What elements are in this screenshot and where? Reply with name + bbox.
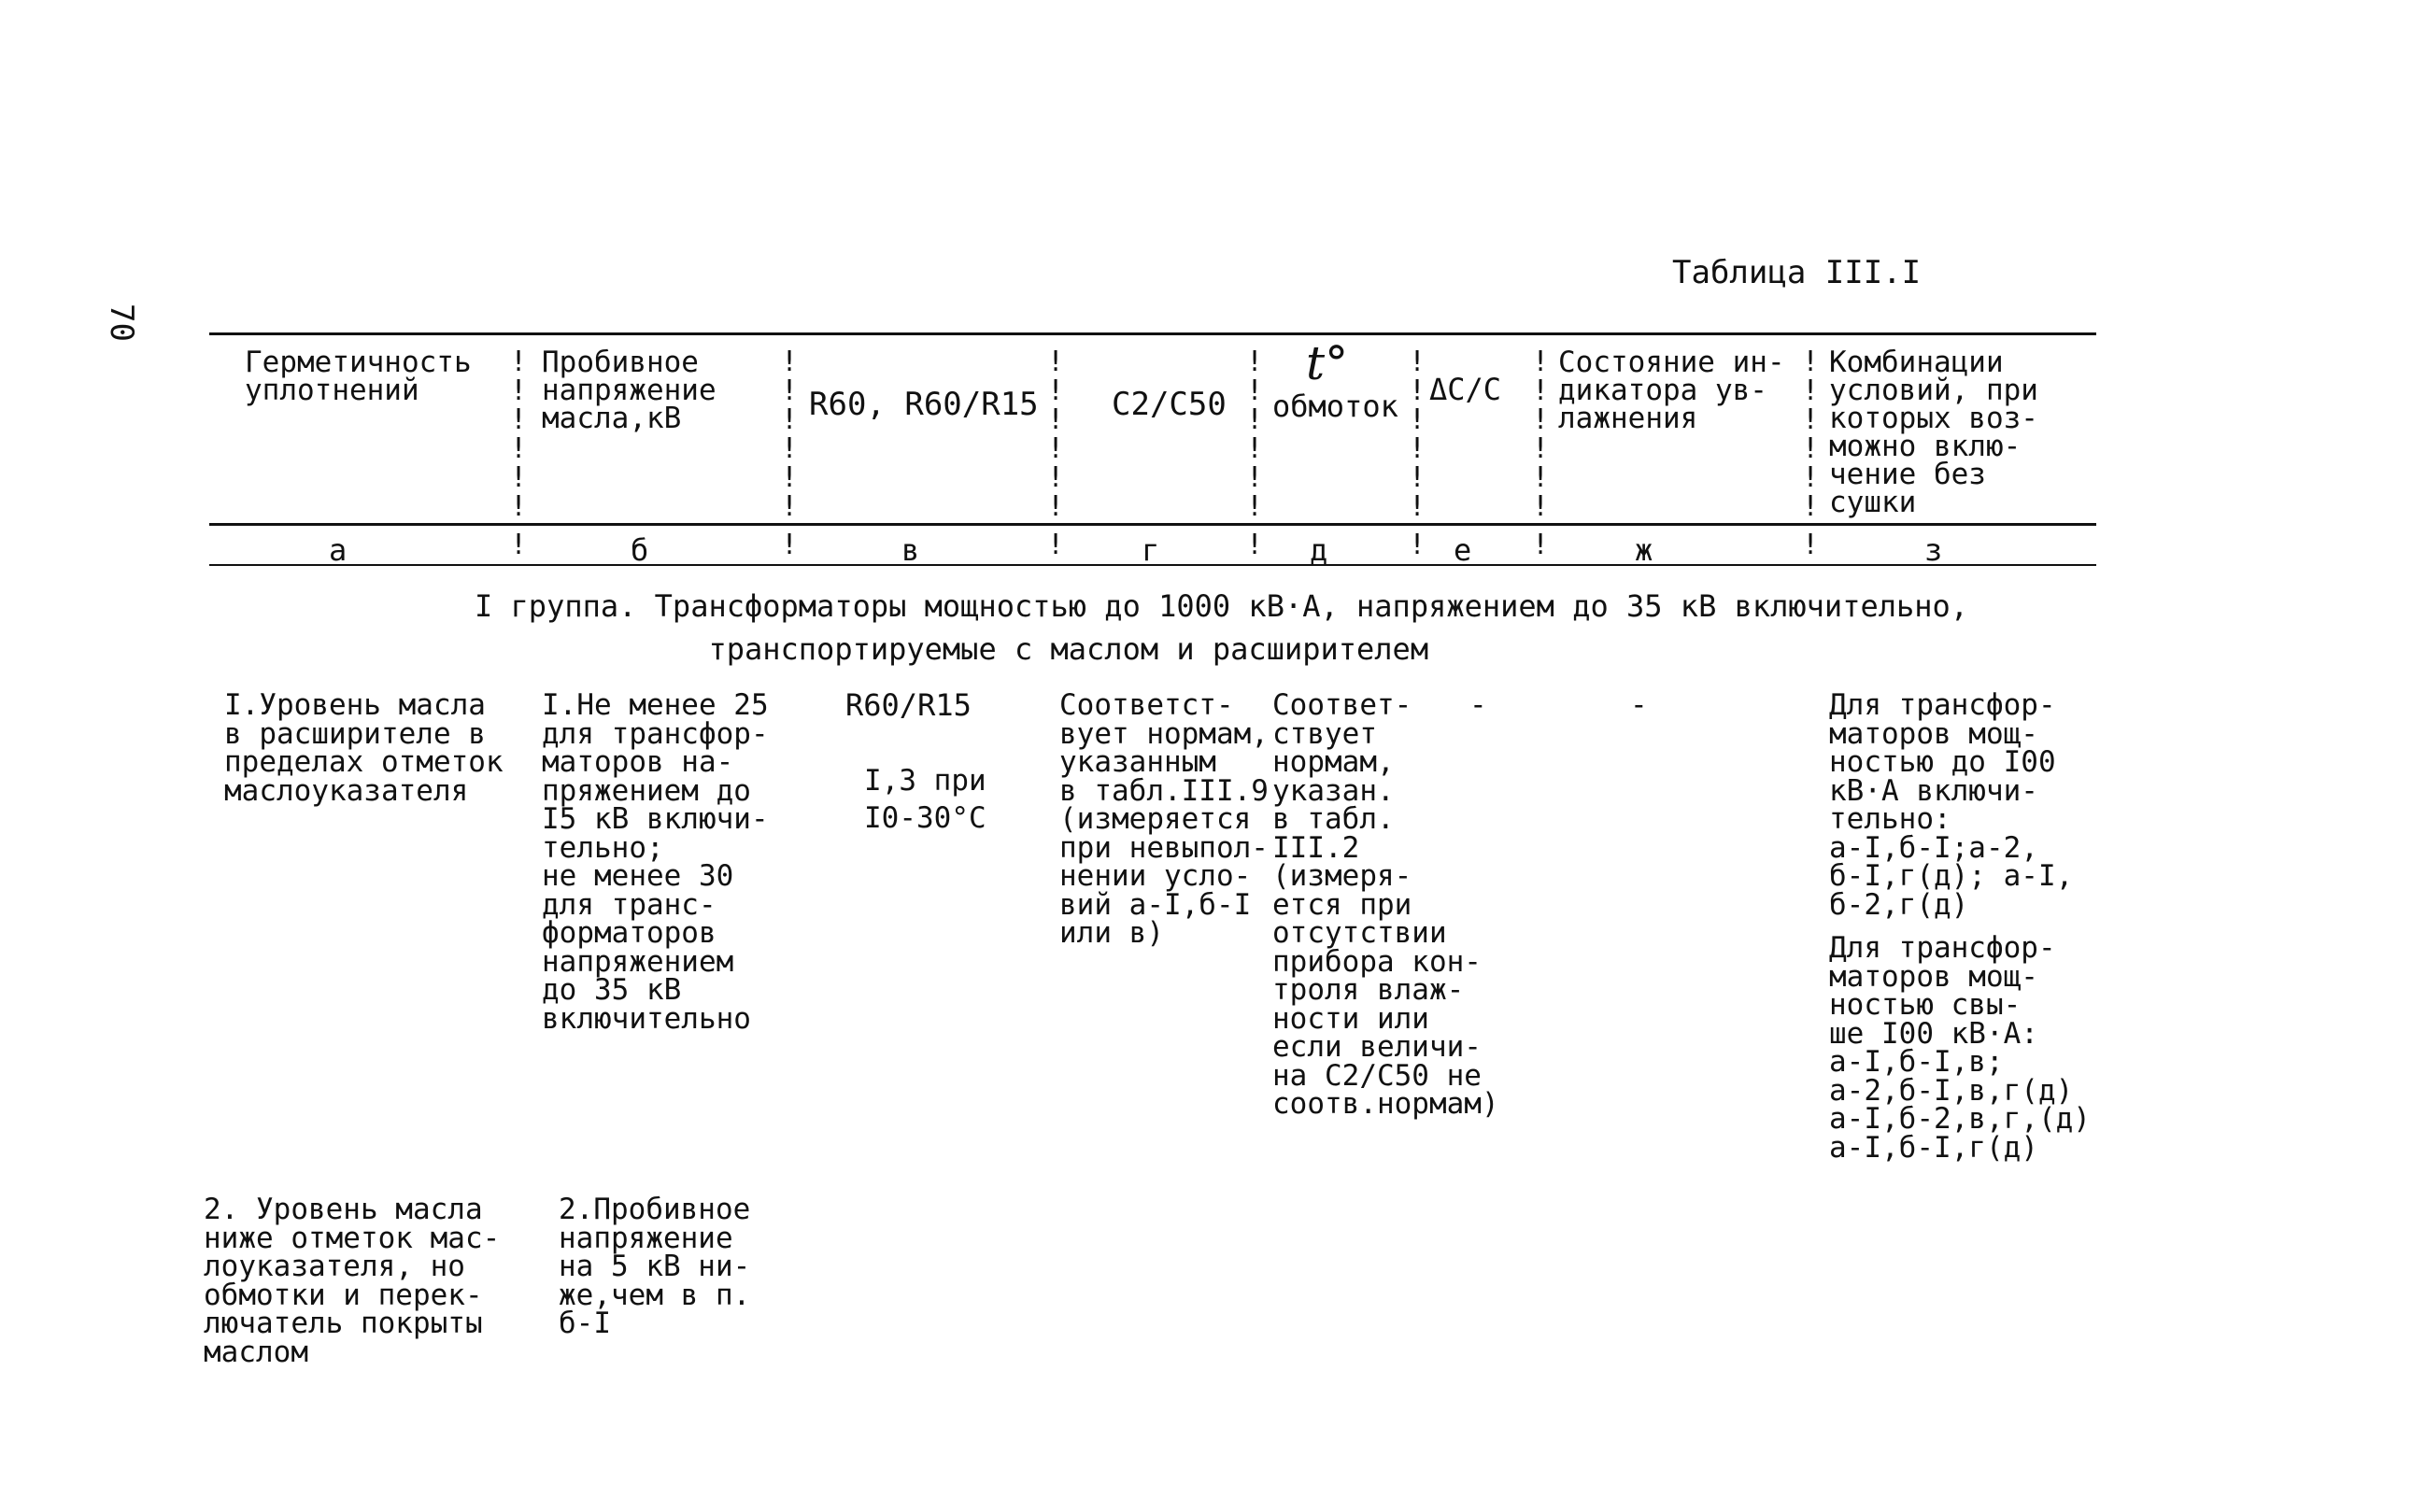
row1-moisture-indicator: - — [1630, 688, 1648, 722]
row1-resistance-label: R60/R15 — [845, 687, 972, 723]
table-title: Таблица III.I — [1672, 254, 1922, 291]
column-letter: е — [1454, 532, 1472, 568]
column-letter: а — [329, 532, 348, 568]
page-number: 70 — [103, 304, 140, 342]
header-bottom-rule — [209, 523, 2096, 526]
row1-conditions-up-to-100: Для трансфор- маторов мощ- ностью до I00 кВ·А включи- тельно: а-I,б-I;а-2, б-I,г(д); а-I, б-2,г(д) — [1829, 688, 2074, 922]
row1-winding-temp: Соответ- ствует нормам, указан. в табл. III.2 (измеря- ется при отсутствии прибора кон- троля влаж- ности или если величи- на C2/C50 не соотв.нормам) — [1272, 688, 1499, 1121]
header-capacitance-ratio: C2/C50 — [1112, 386, 1227, 423]
row1-resistance-value: I,3 при I0-30°C — [864, 764, 986, 835]
column-separator: ! ! ! ! ! ! — [1409, 346, 1426, 523]
row2-hermeticity: 2. Уровень масла ниже отметок мас- лоуказателя, но обмотки и перек- лючатель покрыты маслом — [204, 1193, 501, 1369]
header-conditions: Комбинации условий, при которых воз- можно вклю- чение без сушки — [1829, 346, 2038, 519]
column-letter: г — [1142, 532, 1160, 568]
column-separator: ! ! ! ! ! ! — [510, 346, 528, 523]
column-separator: ! — [1802, 529, 1820, 561]
header-moisture-indicator: Состояние ин- дикатора ув- лажнения — [1558, 346, 1785, 435]
row1-breakdown-voltage: I.Не менее 25 для трансфор- маторов на- пряжением до I5 кВ включи- тельно; не менее 30 для транс- форматоров напряжением до 35 кВ включительно — [542, 688, 769, 1036]
column-separator: ! — [510, 529, 528, 561]
column-separator: ! — [1409, 529, 1426, 561]
column-letter: ж — [1635, 532, 1653, 568]
row1-conditions-over-100: Для трансфор- маторов мощ- ностью свы- ше I00 кВ·А: а-I,б-I,в; а-2,б-I,в,г(д) а-I,б-2,в,г,(д) а-I,б-I,г(д) — [1829, 931, 2091, 1165]
column-separator: ! — [1047, 529, 1065, 561]
header-breakdown-voltage: Пробивное напряжение масла,кВ — [542, 346, 717, 435]
row1-delta-c: - — [1469, 688, 1487, 722]
table-top-rule — [209, 332, 2096, 335]
header-delta-c: ΔC/C — [1429, 372, 1502, 407]
row1-hermeticity: I.Уровень масла в расширителе в пределах отметок маслоуказателя — [224, 688, 504, 808]
column-letter: б — [631, 532, 649, 568]
column-separator: ! — [1532, 529, 1550, 561]
column-separator: ! ! ! ! ! ! — [1246, 346, 1264, 523]
header-temperature-symbol: t° — [1306, 336, 1349, 390]
column-letter: д — [1310, 532, 1328, 568]
header-winding-temperature: обмоток — [1272, 389, 1398, 424]
column-separator: ! — [781, 529, 799, 561]
column-separator: ! — [1246, 529, 1264, 561]
row1-capacitance: Соответст- вует нормам, указанным в табл.III.9 (измеряется при невыпол- нении усло- вий а-I,б-I или в) — [1059, 688, 1269, 950]
row2-breakdown-voltage: 2.Пробивное напряжение на 5 кВ ни- же,чем в п. б-I — [559, 1193, 751, 1340]
column-separator: ! ! ! ! ! ! — [781, 346, 799, 523]
header-hermeticity: Герметичность уплотнений — [245, 346, 472, 407]
column-separator: ! ! ! ! ! ! — [1532, 346, 1550, 523]
column-separator: ! ! ! ! ! ! — [1802, 346, 1820, 523]
column-letter: з — [1924, 532, 1943, 568]
column-separator: ! ! ! ! ! ! — [1047, 346, 1065, 523]
group-title: I группа. Трансформаторы мощностью до 1000 кВ·А, напряжением до 35 кВ включительно, транспортируемые с маслом и расширителем — [475, 588, 1969, 667]
header-insulation-resistance: R60, R60/R15 — [809, 386, 1039, 423]
column-letter: в — [901, 532, 920, 568]
